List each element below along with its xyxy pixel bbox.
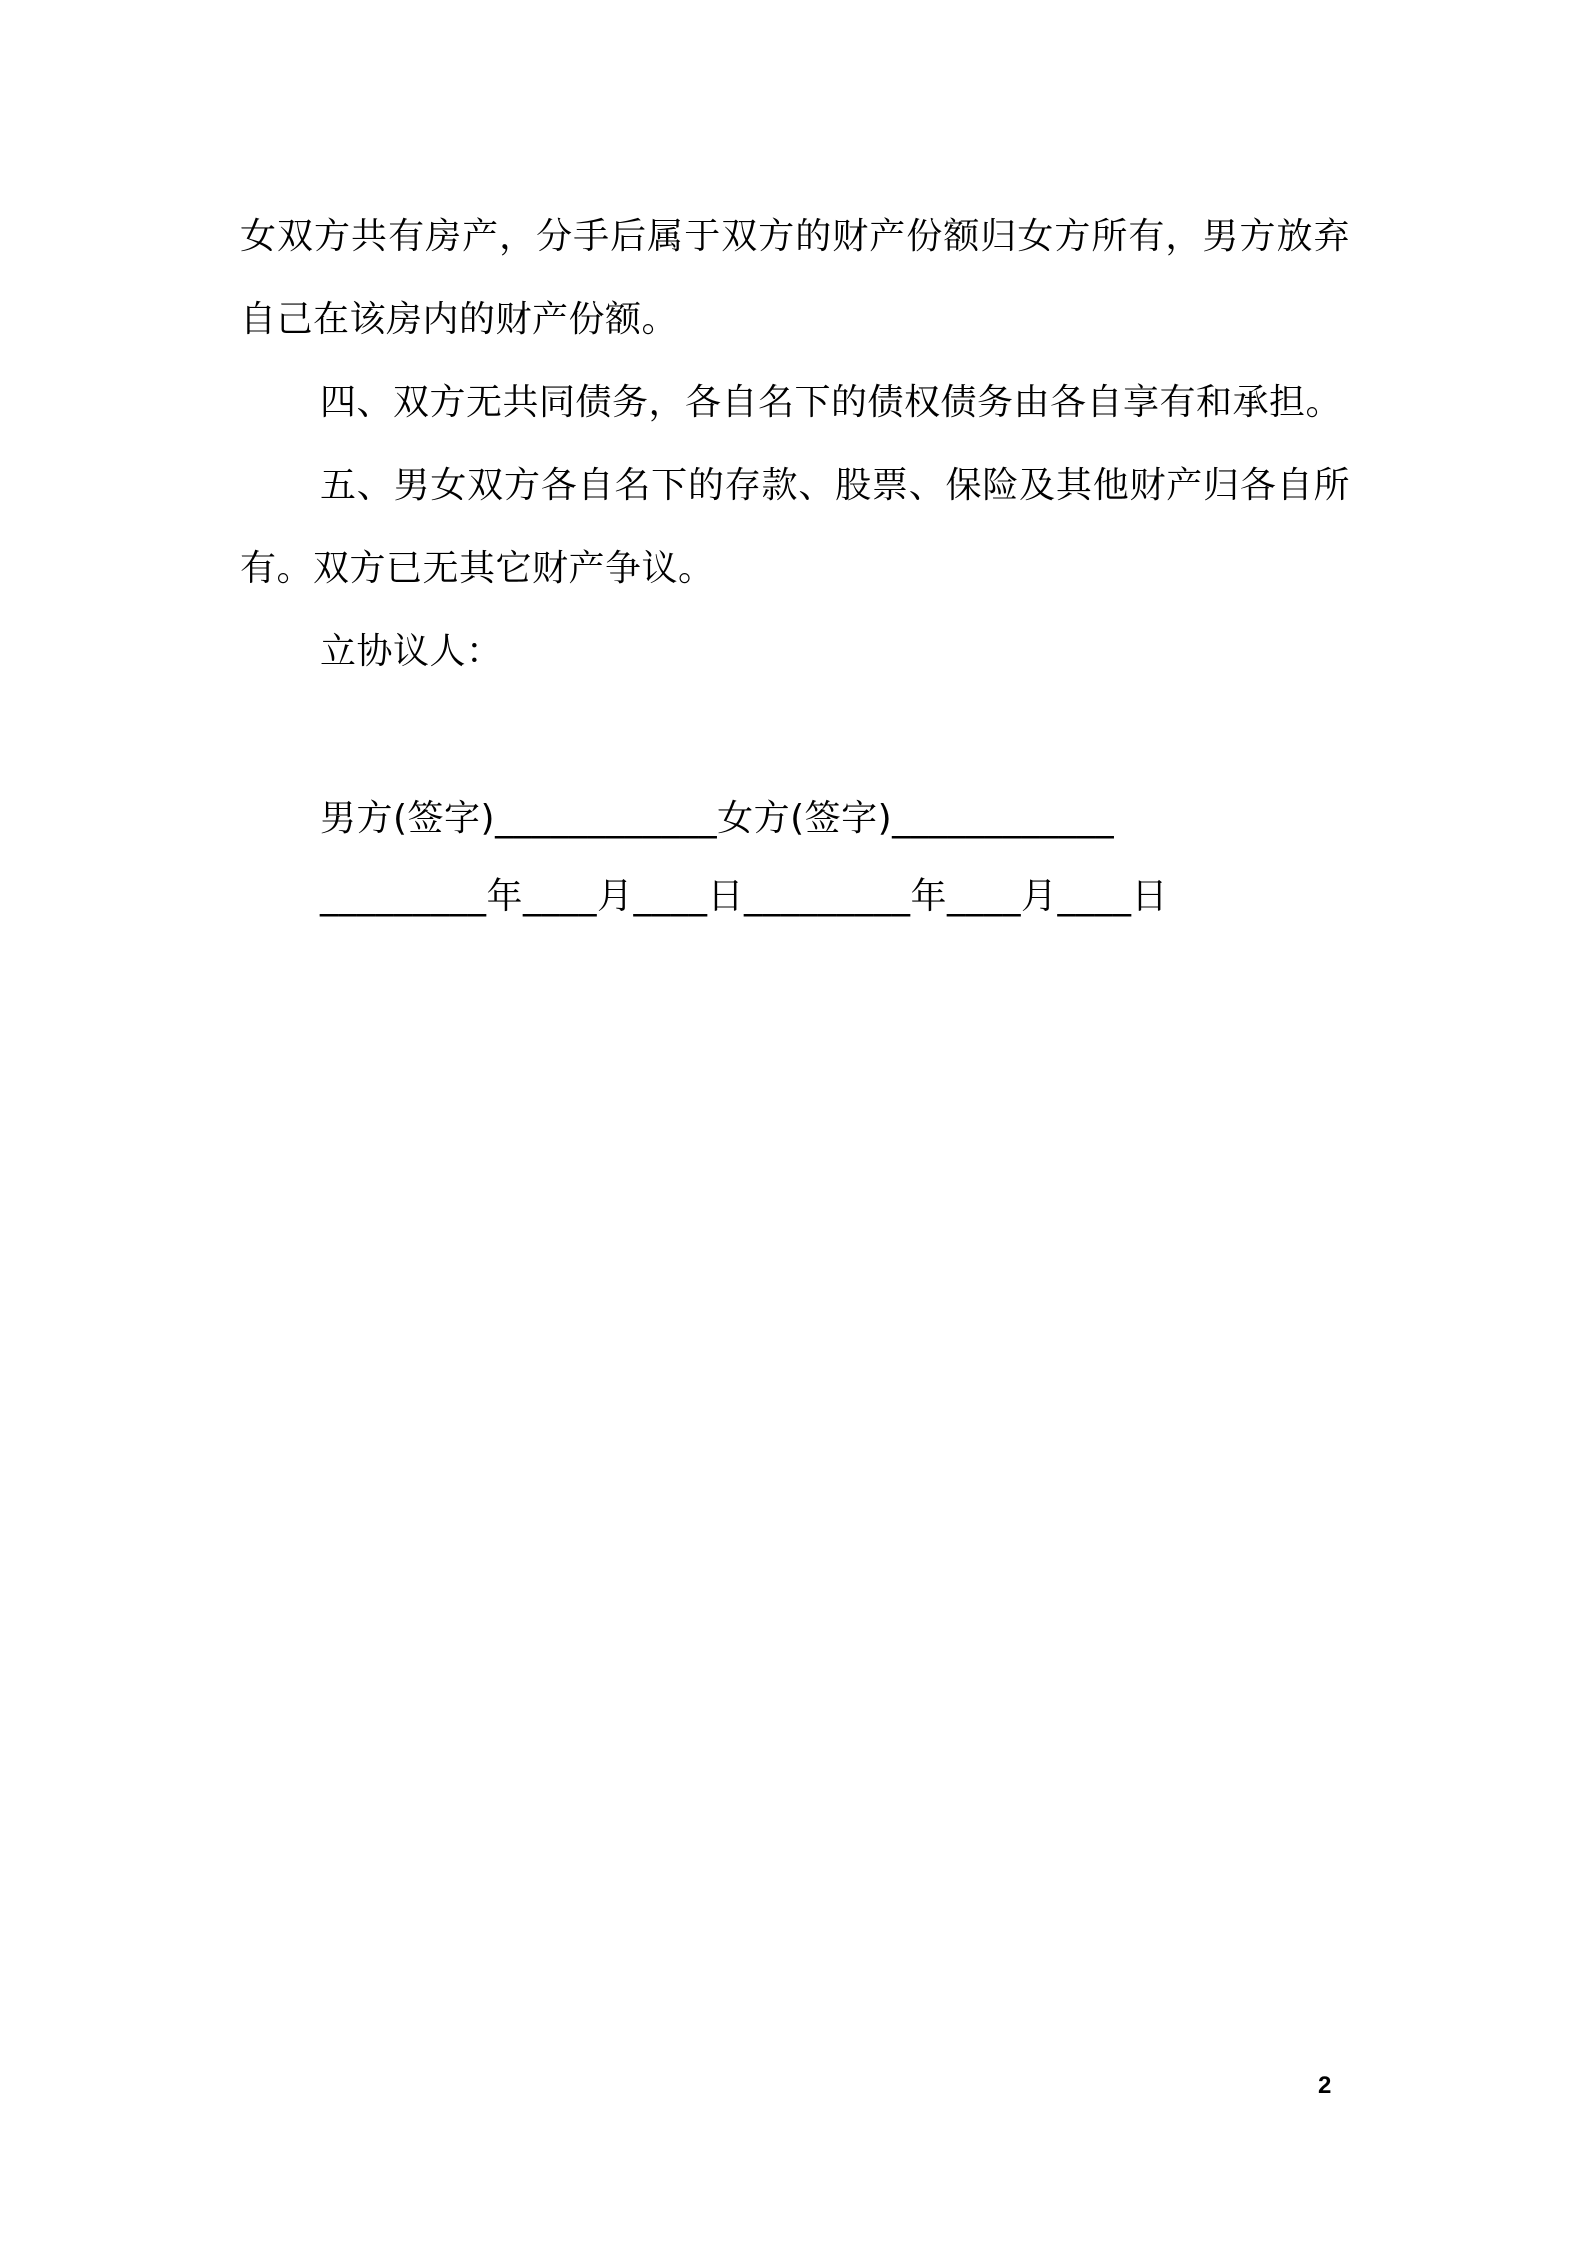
paragraph-continued: 女双方共有房产，分手后属于双方的财产份额归女方所有，男方放弃自己在该房内的财产份额。 — [240, 216, 1350, 340]
paragraph-clause-5: 五、男女双方各自名下的存款、股票、保险及其他财产归各自所有。双方已无其它财产争议。 — [240, 465, 1350, 589]
document-body — [240, 195, 1350, 693]
date-line: _________年____月____日_________年____月____日 — [320, 876, 1168, 917]
signature-line: 男方(签字)____________女方(签字)____________ — [320, 798, 1115, 839]
paragraph-clause-4: 四、双方无共同债务，各自名下的债权债务由各自享有和承担。 — [320, 382, 1343, 423]
signatories-label: 立协议人： — [320, 631, 503, 672]
page-number: 2 — [1318, 2072, 1332, 2099]
